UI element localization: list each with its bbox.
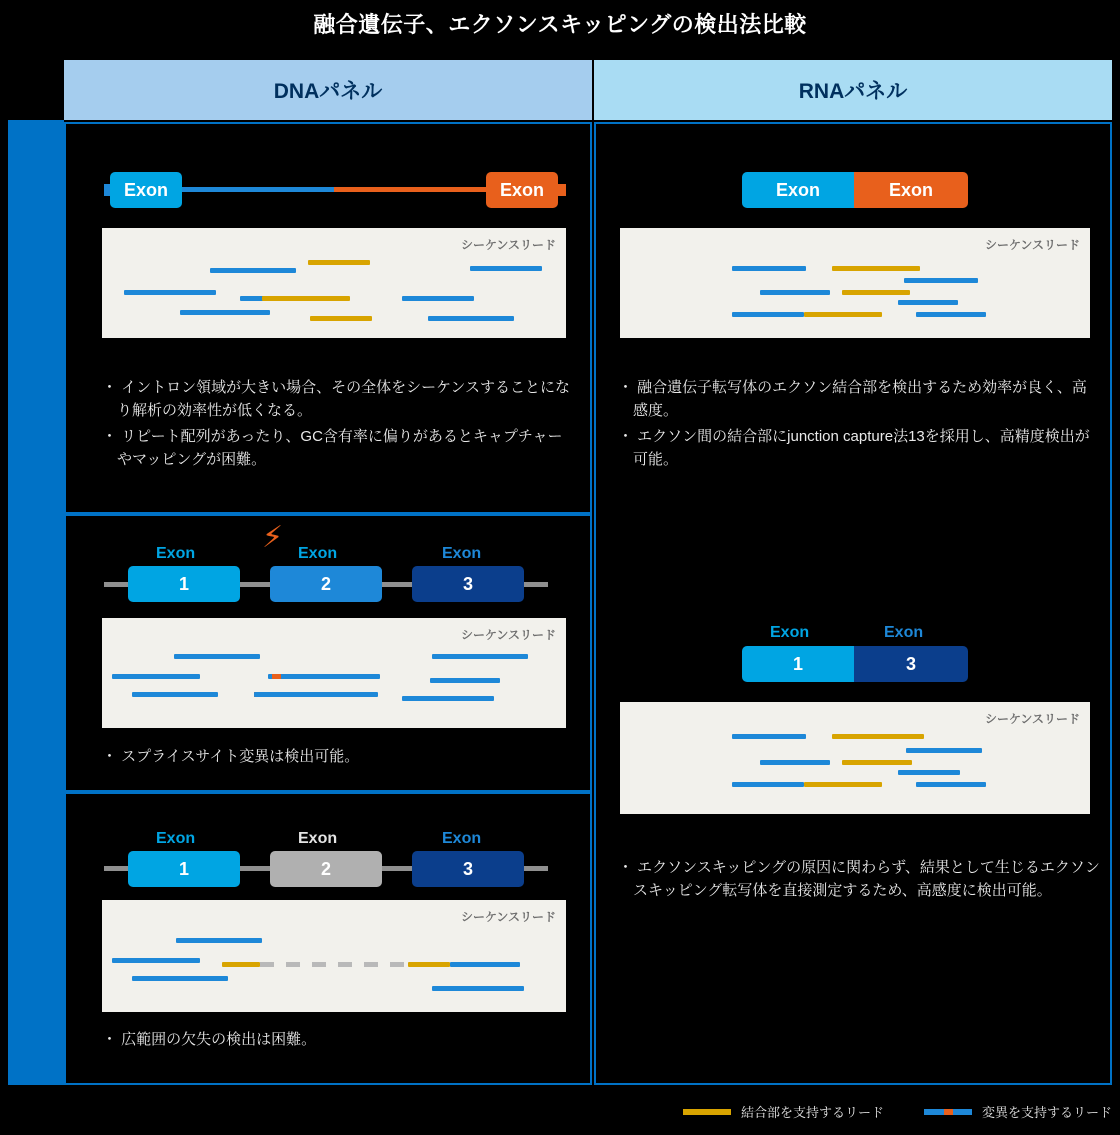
legend [683, 1102, 1112, 1121]
legend-item-junction [683, 1102, 884, 1121]
exon-pill-orange-right: Exon [486, 172, 558, 208]
exon-label-2: Exon [298, 545, 338, 562]
bullet: ・ 融合遺伝子転写体のエクソン結合部を検出するため効率が良く、高感度。 [618, 379, 1087, 420]
rna-exon-pill-cyan: Exon [742, 172, 854, 208]
dna-splice-bullets [102, 745, 572, 770]
reads-label: シーケンスリード [984, 238, 1080, 252]
reads-label: シーケンスリード [460, 238, 556, 252]
reads-label: シーケンスリード [460, 628, 556, 642]
lightning-icon: ⚡ [262, 521, 284, 554]
bullet: ・ スプライスサイト変異は検出可能。 [102, 748, 360, 765]
exon-pill-1: 1 [128, 566, 240, 602]
dna-del-readbox [102, 900, 566, 1012]
exon-label-2: Exon [298, 830, 338, 847]
rna-exon-pill-3: 3 [854, 646, 968, 682]
exon-label-3: Exon [442, 545, 482, 562]
exon-pill-cyan-left: Exon [110, 172, 182, 208]
dna-del-bullets [102, 1028, 572, 1053]
left-accent-bar [8, 120, 64, 1085]
reads-label: シーケンスリード [984, 712, 1080, 726]
legend-label: 変異を支持するリード [981, 1105, 1112, 1120]
dna-fusion-readbox [102, 228, 566, 338]
reads-label: シーケンスリード [460, 910, 556, 924]
exon-label-3: Exon [442, 830, 482, 847]
rna-skip-bullets [618, 856, 1100, 905]
bullet: ・ 広範囲の欠失の検出は困難。 [102, 1031, 317, 1048]
rna-exon-label-1: Exon [770, 624, 810, 641]
bullet: ・ イントロン領域が大きい場合、その全体をシーケンスすることになり解析の効率性が低くなる。 [102, 379, 570, 420]
legend-swatch-gold [683, 1109, 731, 1115]
exon-pill-3: 3 [412, 851, 524, 887]
rna-fusion-readbox [620, 228, 1090, 338]
exon-pill-2-deleted: 2 [270, 851, 382, 887]
exon-label-1: Exon [156, 830, 196, 847]
bullet: ・ エクソン間の結合部にjunction capture法13を採用し、高精度検出が可能。 [618, 427, 1090, 468]
exon-pill-3: 3 [412, 566, 524, 602]
rna-skip-readbox [620, 702, 1090, 814]
rna-fusion-bullets [618, 376, 1100, 473]
legend-swatch-blue [924, 1109, 972, 1115]
rna-exon-pill-orange: Exon [854, 172, 968, 208]
legend-label: 結合部を支持するリード [740, 1105, 884, 1120]
rna-exon-pill-1: 1 [742, 646, 854, 682]
dna-fusion-intron-blue [168, 187, 338, 192]
exon-label-1: Exon [156, 545, 196, 562]
column-header-dna: DNAパネル [64, 60, 592, 120]
page-title: 融合遺伝子、エクソンスキッピングの検出法比較 [313, 12, 807, 37]
exon-pill-2: 2 [270, 566, 382, 602]
rna-exon-label-3: Exon [884, 624, 924, 641]
bullet: ・ リピート配列があったり、GC含有率に偏りがあるとキャプチャーやマッピングが困難。 [102, 427, 563, 468]
dna-fusion-bullets [102, 376, 572, 473]
dna-splice-readbox [102, 618, 566, 728]
legend-item-variant [924, 1102, 1112, 1121]
exon-pill-1: 1 [128, 851, 240, 887]
column-header-rna: RNAパネル [594, 60, 1112, 120]
bullet: ・ エクソンスキッピングの原因に関わらず、結果として生じるエクソンスキッピング転写体を直接測定するため、高感度に検出可能。 [618, 859, 1100, 900]
